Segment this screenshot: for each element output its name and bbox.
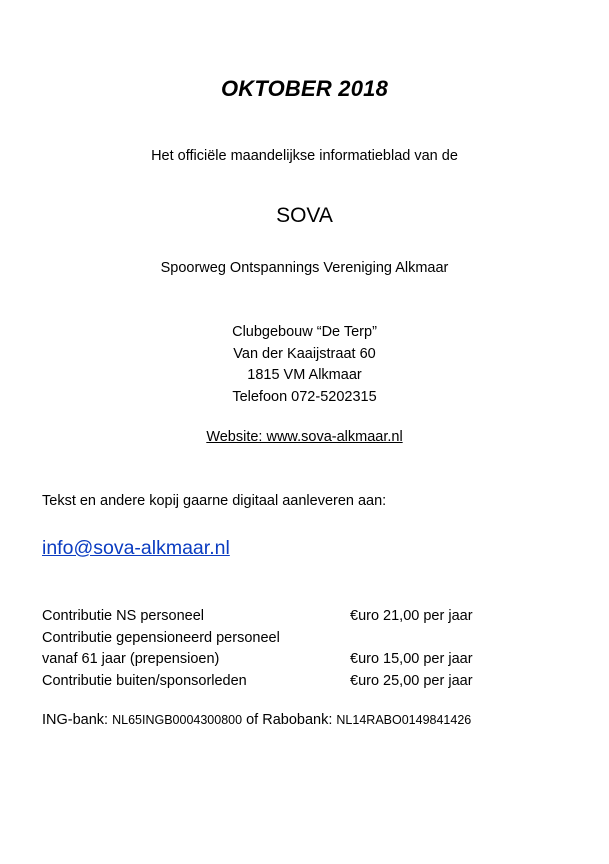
email-link[interactable]: info@sova-alkmaar.nl [42,537,230,559]
fee-label: Contributie NS personeel [42,608,205,624]
address-building: Clubgebouw “De Terp” [232,324,377,340]
fee-label: Contributie buiten/sponsorleden [42,672,247,689]
page-title: OKTOBER 2018 [220,76,389,101]
bank-rabo-number: NL14RABO0149841426 [336,713,472,727]
fee-label: vanaf 61 jaar (prepensioen) [42,651,220,667]
website-line[interactable] [0,429,609,445]
fee-amount: €uro 25,00 per jaar [350,672,473,689]
copy-instruction: Tekst en andere kopij gaarne digitaal aanleveren aan: [42,493,387,509]
organization-full-name: Spoorweg Ontspannings Vereniging Alkmaar [160,260,449,276]
address-block [0,322,609,408]
website-link[interactable]: Website: www.sova-alkmaar.nl [206,429,403,445]
address-postal-city: 1815 VM Alkmaar [247,367,362,383]
organization-short-name: SOVA [276,204,333,227]
fee-label: Contributie gepensioneerd personeel [42,629,280,646]
address-street: Van der Kaaijstraat 60 [233,345,376,362]
subtitle: Het officiële maandelijkse informatieblad van de [151,148,458,164]
bank-separator: of Rabobank: [242,712,337,728]
address-phone: Telefoon 072-5202315 [232,388,377,405]
fee-amount: €uro 15,00 per jaar [350,651,473,667]
bank-details [42,712,471,728]
bank-ing-number: NL65INGB0004300800 [112,713,243,727]
bank-ing-label: ING-bank: [42,712,113,728]
fee-amount: €uro 21,00 per jaar [350,608,473,624]
